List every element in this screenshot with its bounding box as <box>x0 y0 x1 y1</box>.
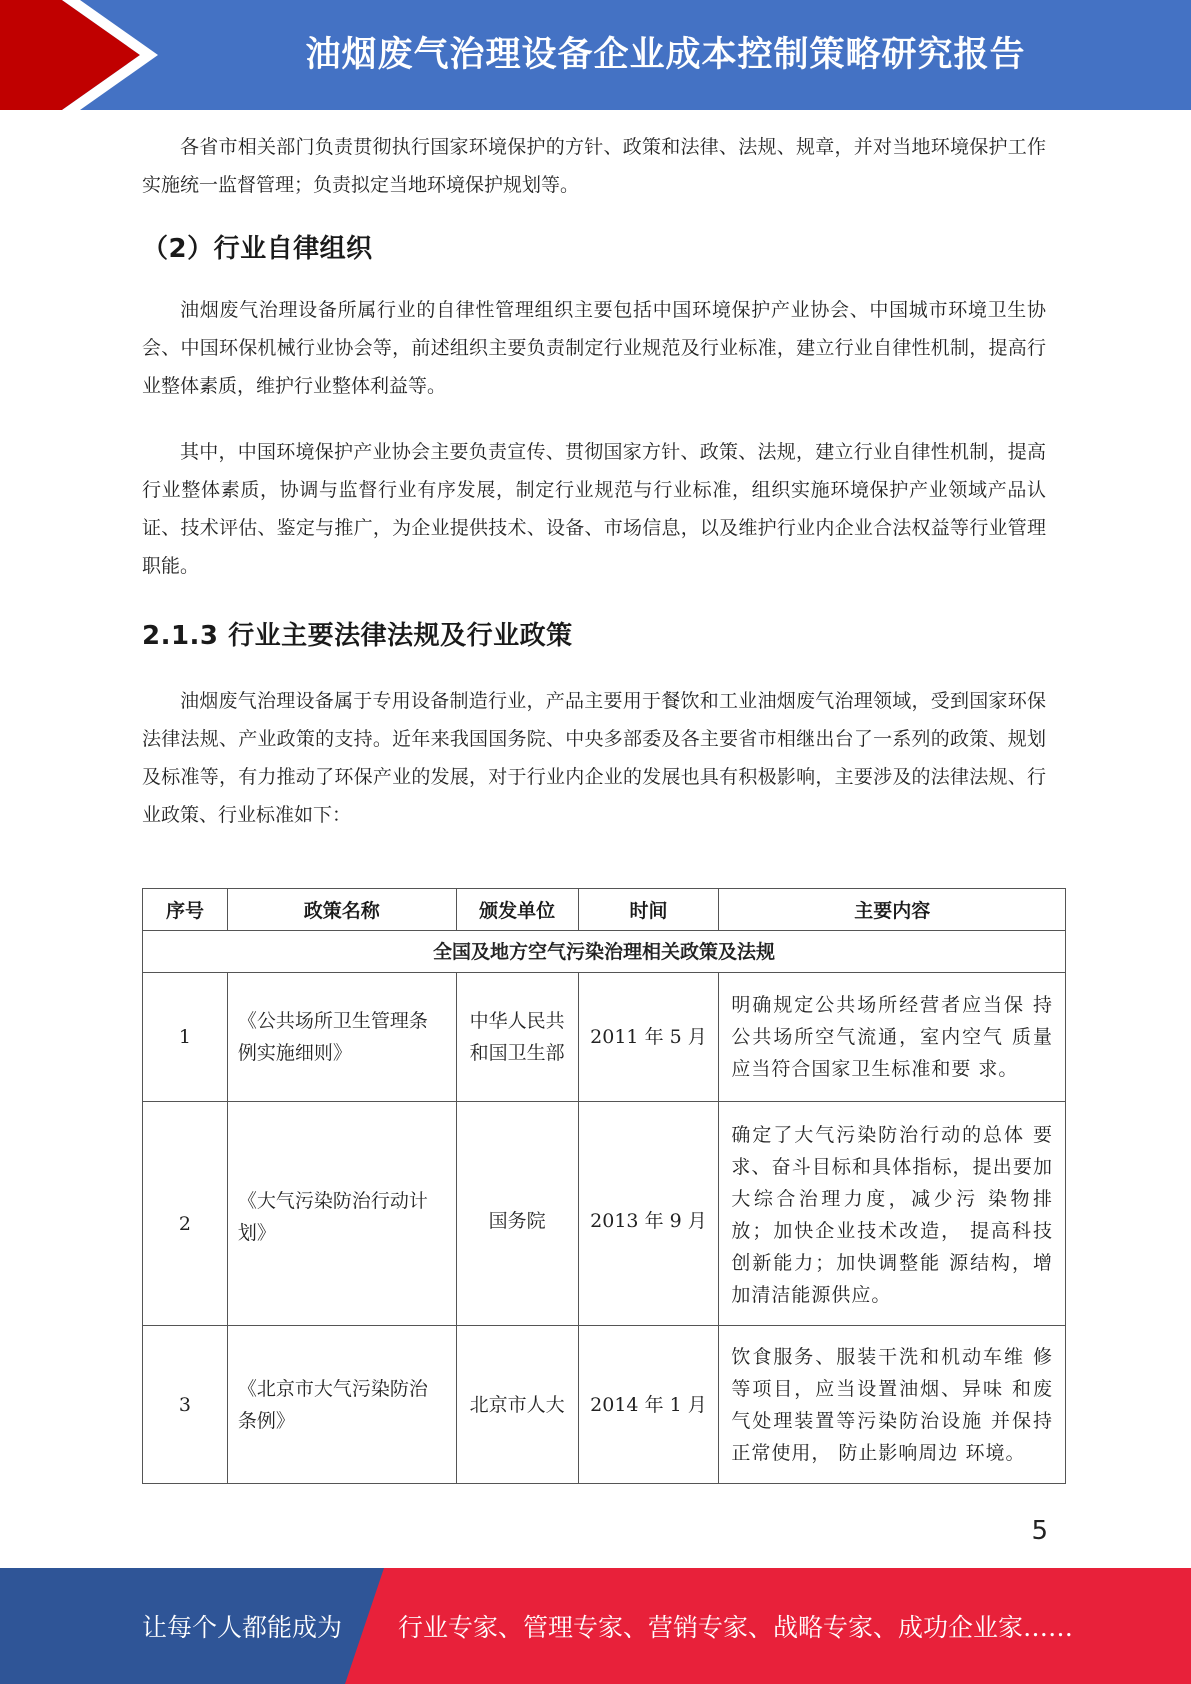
row-policy-name: 《大气污染防治行动计划》 <box>227 1102 456 1326</box>
row-number: 3 <box>143 1326 228 1484</box>
footer-slogan-roles: 行业专家、管理专家、营销专家、战略专家、成功企业家…… <box>398 1613 1074 1642</box>
page-footer <box>0 1568 1191 1684</box>
row-time: 2013 年 9 月 <box>578 1102 719 1326</box>
paragraph-local-authority: 各省市相关部门负责贯彻执行国家环境保护的方针、政策和法律、法规、规章，并对当地环境保护工作实施统一监督管理；负责拟定当地环境保护规划等。 <box>142 136 1046 196</box>
row-number: 2 <box>143 1102 228 1326</box>
row-time: 2011 年 5 月 <box>578 973 719 1102</box>
section-heading: 2.1.3 行业主要法律法规及行业政策 <box>142 621 573 651</box>
row-content: 明确规定公共场所经营者应当保 持公共场所空气流通，室内空气 质量应当符合国家卫生标准和要 求。 <box>719 973 1066 1102</box>
paragraph-policy-intro: 油烟废气治理设备属于专用设备制造行业，产品主要用于餐饮和工业油烟废气治理领域，受到国家环保法律法规、产业政策的支持。近年来我国国务院、中央多部委及各主要省市相继出台了一系列的政策、规划及标准等，有力推动了环保产业的发展，对于行业内企业的发展也具有积极影响，主要涉及的法律法规、行业政策、行业标准如下： <box>142 690 1046 826</box>
main-content <box>142 128 1046 834</box>
row-issuer: 中华人民共和国卫生部 <box>456 973 578 1102</box>
table-group-title: 全国及地方空气污染治理相关政策及法规 <box>143 931 1066 973</box>
row-content: 确定了大气污染防治行动的总体 要求、奋斗目标和具体指标，提出要加大综合治理力度，减少污 染物排放；加快企业技术改造， 提高科技创新能力；加快调整能 源结构，增加清洁能源供应。 <box>719 1102 1066 1326</box>
row-issuer: 北京市人大 <box>456 1326 578 1484</box>
footer-slogan-lead: 让每个人都能成为 <box>142 1613 343 1642</box>
row-number: 1 <box>143 973 228 1102</box>
header-cell-number: 序号 <box>143 889 228 931</box>
header-cell-policy-name: 政策名称 <box>227 889 456 931</box>
row-time: 2014 年 1 月 <box>578 1326 719 1484</box>
table-row <box>143 1326 1066 1484</box>
row-content: 饮食服务、服装干洗和机动车维 修等项目，应当设置油烟、异味 和废气处理装置等污染防治设施 并保持正常使用， 防止影响周边 环境。 <box>719 1326 1066 1484</box>
page-number: 5 <box>1031 1516 1048 1546</box>
row-policy-name: 《公共场所卫生管理条例实施细则》 <box>227 973 456 1102</box>
page-header <box>0 0 1191 110</box>
report-title: 油烟废气治理设备企业成本控制策略研究报告 <box>305 35 1026 75</box>
table-group-row <box>143 931 1066 973</box>
header-cell-issuer: 颁发单位 <box>456 889 578 931</box>
header-cell-time: 时间 <box>578 889 719 931</box>
subsection-heading: （2）行业自律组织 <box>142 234 373 264</box>
row-issuer: 国务院 <box>456 1102 578 1326</box>
table-row <box>143 1102 1066 1326</box>
table-row <box>143 973 1066 1102</box>
header-cell-content: 主要内容 <box>719 889 1066 931</box>
row-policy-name: 《北京市大气污染防治条例》 <box>227 1326 456 1484</box>
policy-table <box>142 888 1066 1484</box>
table-header-row <box>143 889 1066 931</box>
paragraph-self-regulatory: 油烟废气治理设备所属行业的自律性管理组织主要包括中国环境保护产业协会、中国城市环境卫生协会、中国环保机械行业协会等，前述组织主要负责制定行业规范及行业标准，建立行业自律性机制，提高行业整体素质，维护行业整体利益等。 <box>142 299 1046 397</box>
paragraph-association-duties: 其中，中国环境保护产业协会主要负责宣传、贯彻国家方针、政策、法规，建立行业自律性机制，提高行业整体素质，协调与监督行业有序发展，制定行业规范与行业标准，组织实施环境保护产业领域产品认证、技术评估、鉴定与推广，为企业提供技术、设备、市场信息，以及维护行业内企业合法权益等行业管理职能。 <box>142 441 1046 577</box>
